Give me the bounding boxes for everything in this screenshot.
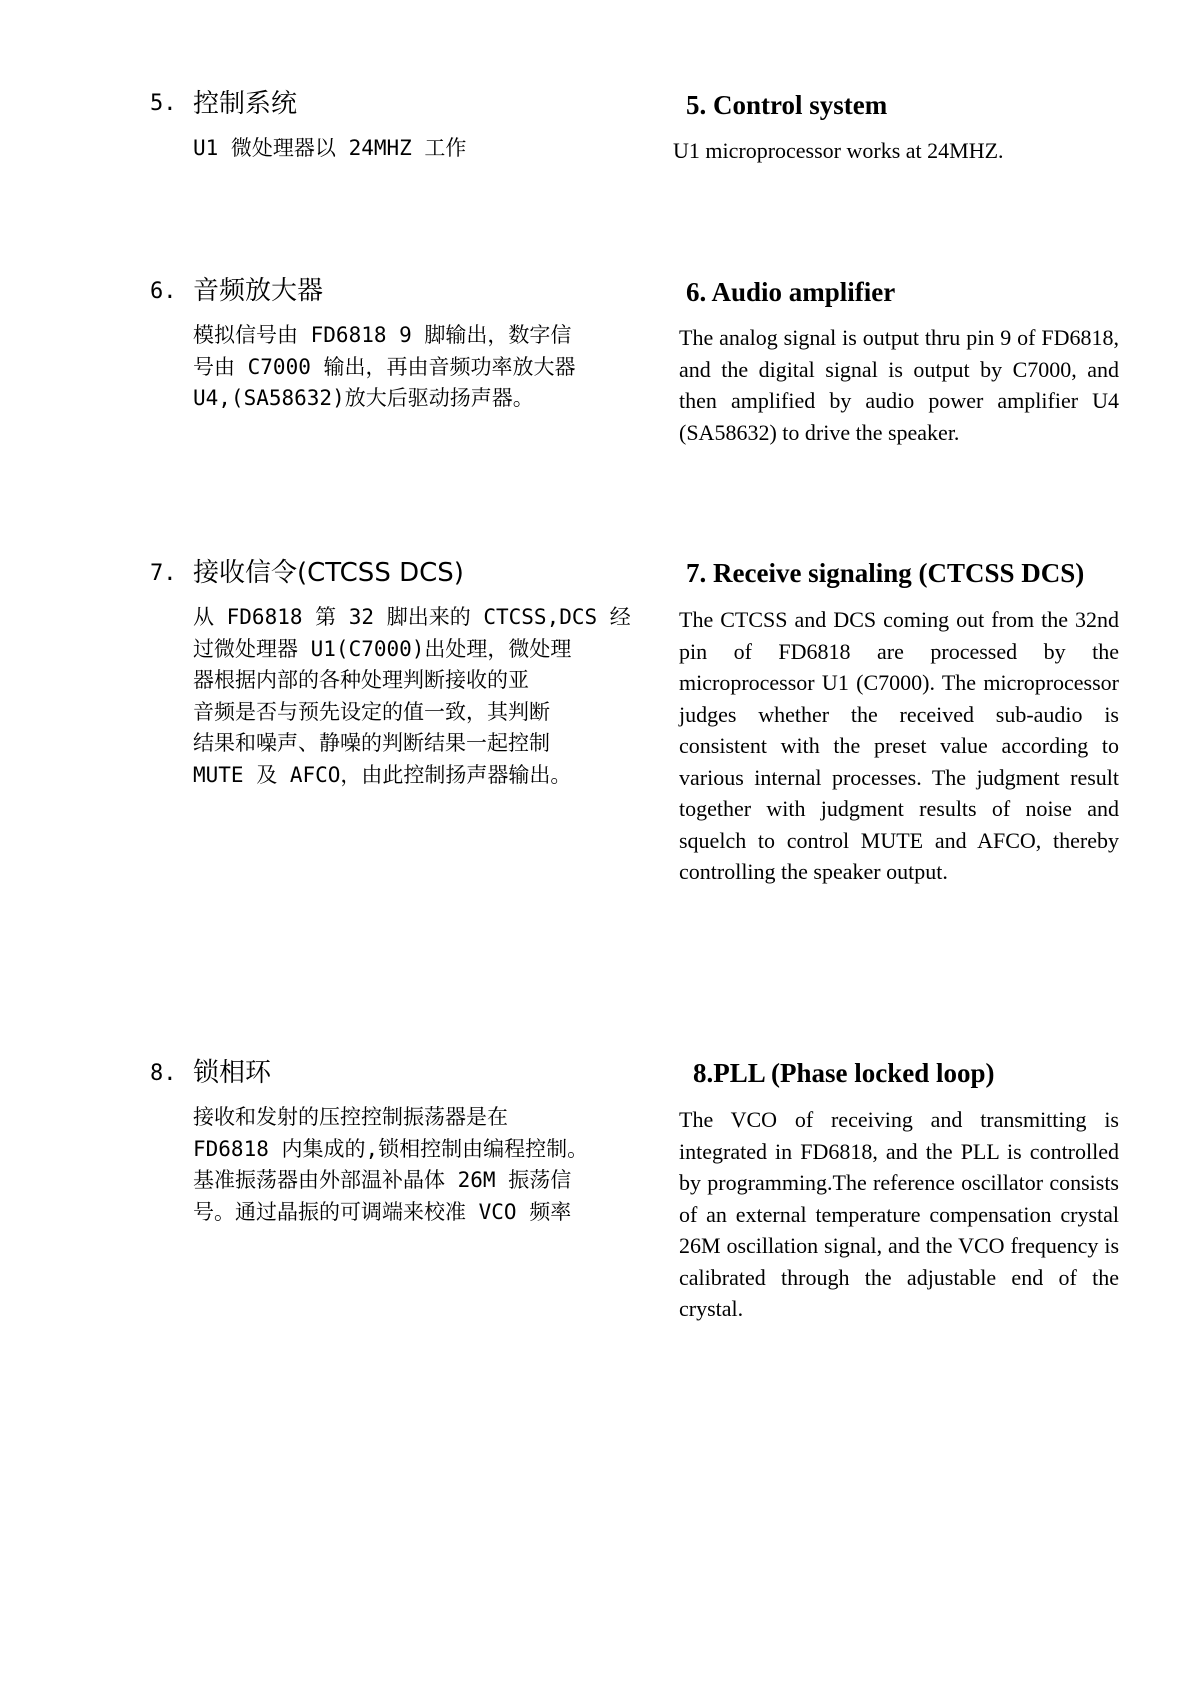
section-title-english: 6. Audio amplifier [686, 277, 896, 307]
section-body-english: U1 microprocessor works at 24MHZ. [673, 138, 1004, 163]
text-line: 接收和发射的压控控制振荡器是在 [193, 1105, 508, 1129]
text-line: 模拟信号由 FD6818 9 脚输出，数字信 [193, 323, 572, 347]
section-number: 5. [150, 91, 177, 116]
text-line: FD6818 内集成的,锁相控制由编程控制。 [193, 1136, 589, 1161]
section-title-english: 8.PLL (Phase locked loop) [693, 1058, 995, 1088]
section-number: 6. [150, 279, 177, 304]
text-line: U1 微处理器以 24MHZ 工作 [193, 136, 467, 160]
text-line: 器根据内部的各种处理判断接收的亚 [193, 668, 529, 692]
section-number: 7. [150, 561, 177, 586]
text-line: 基准振荡器由外部温补晶体 26M 振荡信 [193, 1168, 572, 1192]
section-body-chinese [193, 602, 631, 791]
text-line: 从 FD6818 第 32 脚出来的 CTCSS,DCS 经 [193, 605, 631, 629]
section-body-chinese [193, 1102, 605, 1228]
section-title-chinese: 音频放大器 [193, 276, 324, 306]
text-line: 音频是否与预先设定的值一致，其判断 [193, 699, 550, 724]
section-title-chinese: 控制系统 [193, 89, 298, 119]
text-line: 号。通过晶振的可调端来校准 VCO 频率 [193, 1199, 572, 1224]
text-line: U4,(SA58632)放大后驱动扬声器。 [193, 386, 534, 410]
section-body-chinese [193, 320, 605, 415]
section-title-chinese: 接收信令(CTCSS DCS) [193, 558, 464, 588]
section-body-english: The CTCSS and DCS coming out from the 32nd pin of FD6818 are processed by the microprocessor U1 (C7000). The microprocessor judges whether the received sub-audio is consistent with the preset value according to various internal processes. The judgment result together with judgment results of noise and squelch to control MUTE and AFCO, thereby controlling the speaker output. [679, 607, 1119, 884]
section-title-english: 5. Control system [686, 90, 888, 120]
text-line: 结果和噪声、静噪的判断结果一起控制 [193, 731, 550, 755]
text-line: MUTE 及 AFCO，由此控制扬声器输出。 [193, 762, 572, 787]
section-body-english: The VCO of receiving and transmitting is integrated in FD6818, and the PLL is controlled by programming.The reference oscillator consists of an external temperature compensation crystal 26M oscillation signal, and the VCO frequency is calibrated through the adjustable end of the crystal. [679, 1107, 1119, 1321]
text-line: 过微处理器 U1(C7000)出处理，微处理 [193, 636, 572, 661]
section-body-chinese [193, 133, 605, 165]
section-body-english: The analog signal is output thru pin 9 of FD6818, and the digital signal is output by C7000, and then amplified by audio power amplifier U4 (SA58632) to drive the speaker. [679, 325, 1119, 445]
section-number: 8. [150, 1061, 177, 1086]
section-title-english: 7. Receive signaling (CTCSS DCS) [686, 558, 1085, 588]
text-line: 号由 C7000 输出，再由音频功率放大器 [193, 354, 576, 379]
section-title-chinese: 锁相环 [193, 1058, 272, 1088]
